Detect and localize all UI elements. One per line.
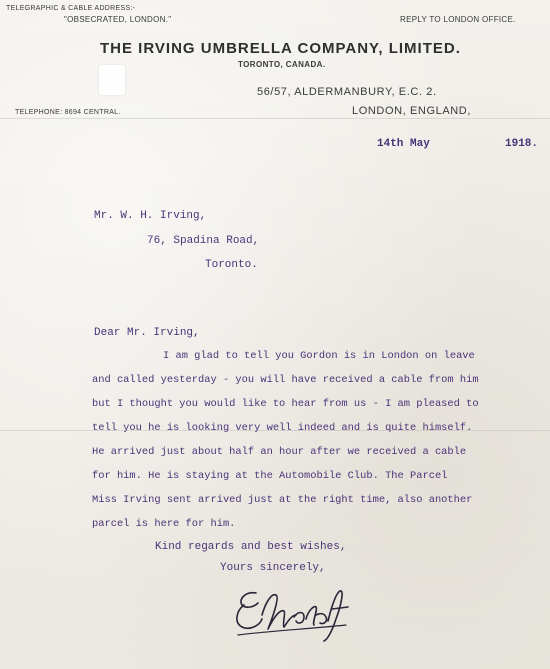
tape-patch	[99, 65, 125, 95]
reply-to-label: REPLY TO LONDON OFFICE.	[400, 15, 516, 24]
recipient-street: 76, Spadina Road,	[147, 235, 260, 247]
letter-date: 14th May	[377, 138, 430, 150]
body-line: tell you he is looking very well indeed and is quite himself.	[92, 422, 473, 434]
paper-fold	[0, 118, 550, 119]
body-line: but I thought you would like to hear from us - I am pleased to	[92, 398, 479, 410]
recipient-name: Mr. W. H. Irving,	[94, 210, 207, 222]
telegraphic-label: TELEGRAPHIC & CABLE ADDRESS:-	[6, 5, 136, 12]
closing-line: Yours sincerely,	[220, 562, 326, 574]
body-line: and called yesterday - you will have received a cable from him	[92, 374, 479, 386]
london-address: 56/57, ALDERMANBURY, E.C. 2.	[257, 86, 437, 98]
telephone-number: TELEPHONE: 8694 CENTRAL.	[15, 109, 121, 116]
recipient-city: Toronto.	[205, 259, 258, 271]
telegraphic-address: "OBSECRATED, LONDON."	[64, 15, 172, 24]
company-name: THE IRVING UMBRELLA COMPANY, LIMITED.	[100, 40, 461, 57]
handwritten-signature	[228, 575, 358, 645]
london-city: LONDON, ENGLAND,	[352, 105, 472, 117]
letter-year: 1918.	[505, 138, 539, 150]
company-city: TORONTO, CANADA.	[238, 60, 326, 69]
body-line: for him. He is staying at the Automobile Club. The Parcel	[92, 470, 448, 482]
regards-line: Kind regards and best wishes,	[155, 541, 347, 553]
body-line: parcel is here for him.	[92, 518, 236, 530]
salutation: Dear Mr. Irving,	[94, 327, 200, 339]
body-line: Miss Irving sent arrived just at the right time, also another	[92, 494, 473, 506]
body-line: I am glad to tell you Gordon is in London on leave	[163, 350, 475, 362]
body-line: He arrived just about half an hour after we received a cable	[92, 446, 467, 458]
